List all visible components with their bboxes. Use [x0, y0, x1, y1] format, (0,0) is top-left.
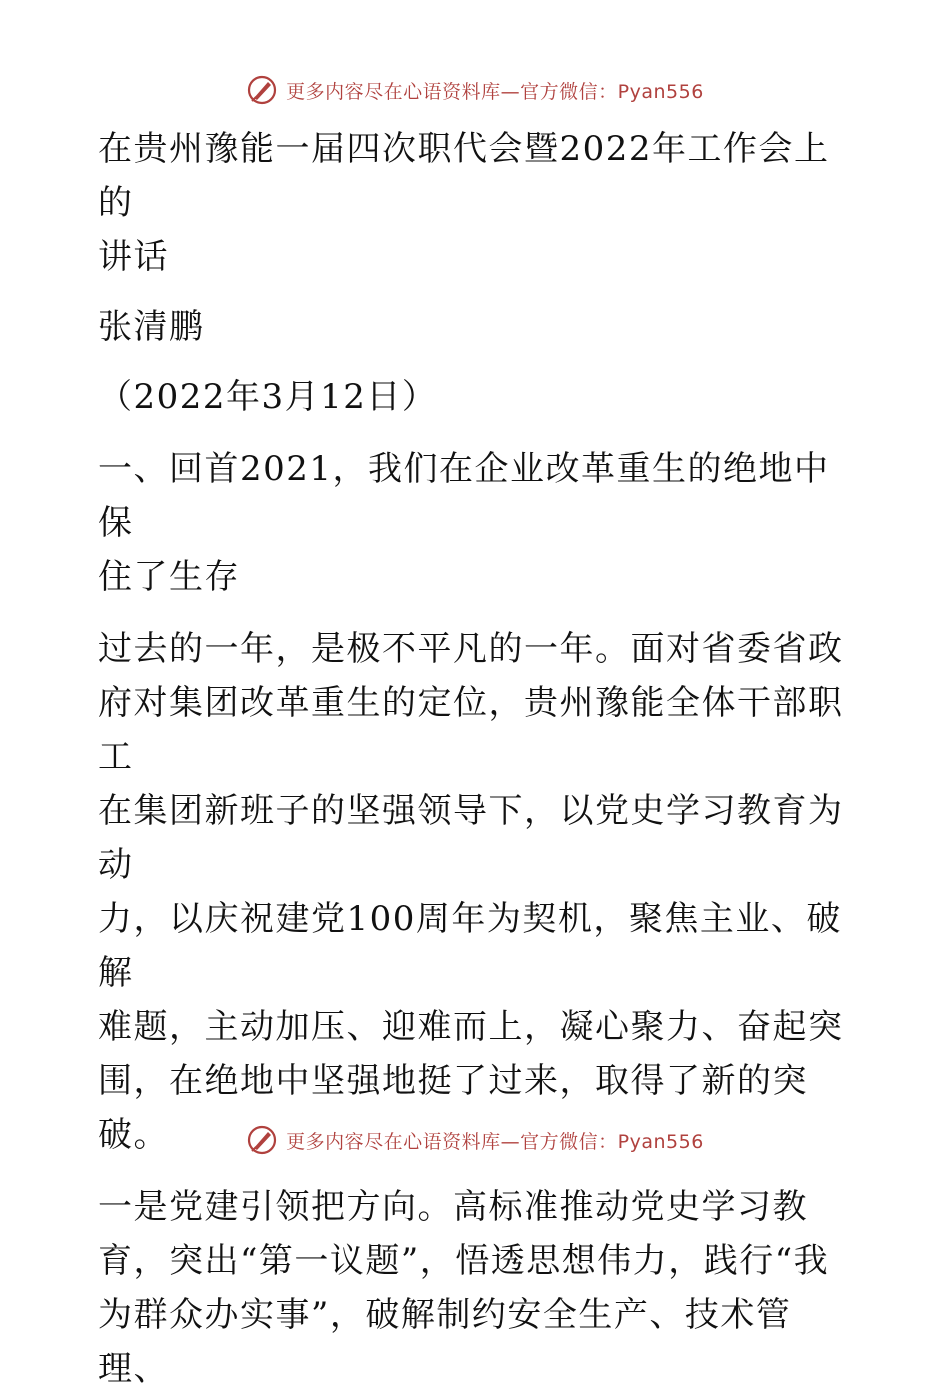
document-date: （2022年3月12日）	[98, 377, 438, 417]
paragraph-2: 一是党建引领把方向。高标准推动党史学习教 育，突出“第一议题”，悟透思想伟力，践行“我 为群众办实事”，破解制约安全生产、技术管理、	[98, 1187, 830, 1389]
section-heading-1: 一、回首2021，我们在企业改革重生的绝地中保 住了生存	[98, 449, 830, 597]
watermark-text: 更多内容尽在心语资料库—官方微信：Pyan556	[286, 1130, 704, 1153]
quill-logo-icon	[246, 74, 278, 106]
document-title: 在贵州豫能一届四次职代会暨2022年工作会上的 讲话	[98, 129, 830, 277]
header-watermark	[0, 70, 950, 110]
footer-watermark	[0, 1120, 950, 1160]
document-author: 张清鹏	[98, 307, 205, 347]
quill-logo-icon	[246, 1124, 278, 1156]
document-body	[98, 122, 858, 1396]
watermark-text: 更多内容尽在心语资料库—官方微信：Pyan556	[286, 80, 704, 103]
paragraph-1: 过去的一年，是极不平凡的一年。面对省委省政 府对集团改革重生的定位，贵州豫能全体干部职工 在集团新班子的坚强领导下，以党史学习教育为动 力，以庆祝建党100周年为契机，聚焦主业、破解 难题，主动加压、迎难而上，凝心聚力、奋起突 围，在绝地中坚强地挺了过来，取得了新的突破。	[98, 629, 844, 1155]
